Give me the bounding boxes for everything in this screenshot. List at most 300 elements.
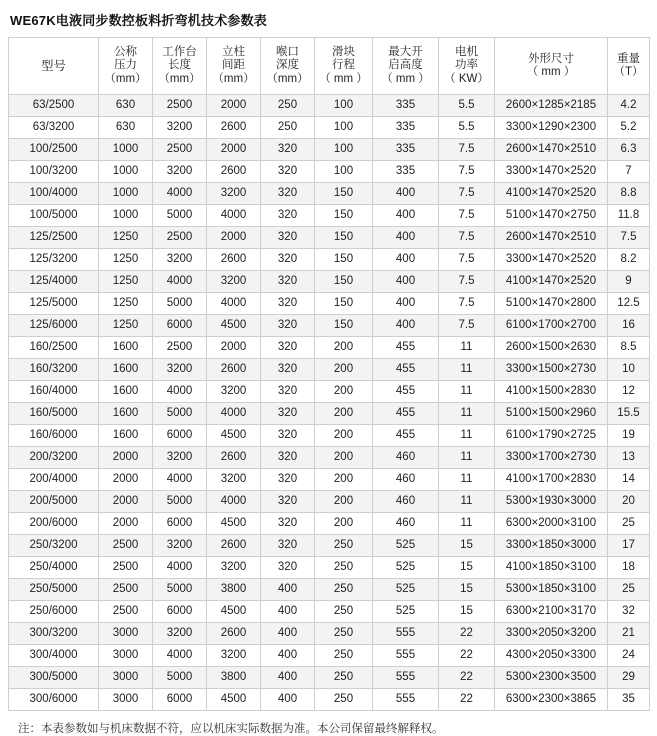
table-cell: 22 [439,667,495,689]
table-row [9,205,650,227]
table-cell: 19 [608,425,650,447]
table-cell: 11 [439,425,495,447]
table-cell: 2600 [207,117,261,139]
table-cell: 400 [261,645,315,667]
table-cell: 150 [315,183,373,205]
table-cell: 21 [608,623,650,645]
table-cell: 18 [608,557,650,579]
table-cell: 22 [439,623,495,645]
table-cell: 200 [315,337,373,359]
column-header-line: （mm） [212,72,255,85]
table-cell: 2500 [153,139,207,161]
table-cell: 4000 [153,271,207,293]
table-cell: 2500 [99,557,153,579]
table-cell: 1250 [99,271,153,293]
column-header-1 [99,38,153,95]
table-cell: 7.5 [439,249,495,271]
table-cell: 320 [261,249,315,271]
table-cell: 6000 [153,689,207,711]
table-cell: 3000 [99,645,153,667]
table-cell: 3200 [153,161,207,183]
table-row [9,667,650,689]
table-cell: 2600 [207,447,261,469]
table-row [9,513,650,535]
column-header-8 [495,38,608,95]
table-cell: 11 [439,403,495,425]
table-cell: 11 [439,381,495,403]
table-cell: 460 [373,469,439,491]
table-cell: 250/3200 [9,535,99,557]
table-cell: 6100×1790×2725 [495,425,608,447]
table-cell: 1000 [99,205,153,227]
table-cell: 200 [315,403,373,425]
table-cell: 200 [315,381,373,403]
table-cell: 5000 [153,491,207,513]
table-cell: 3200 [153,447,207,469]
table-row [9,293,650,315]
table-row [9,271,650,293]
table-cell: 335 [373,117,439,139]
table-cell: 320 [261,513,315,535]
table-cell: 1250 [99,227,153,249]
table-row [9,469,650,491]
column-header-line: 型号 [40,58,66,73]
table-cell: 2000 [207,337,261,359]
table-row [9,557,650,579]
table-cell: 335 [373,139,439,161]
table-cell: 6300×2000×3100 [495,513,608,535]
table-cell: 2000 [207,139,261,161]
table-cell: 11.8 [608,205,650,227]
column-header-9 [608,38,650,95]
table-cell: 32 [608,601,650,623]
table-cell: 2600×1285×2185 [495,95,608,117]
table-cell: 11 [439,337,495,359]
column-header-line: 压力 [114,59,137,72]
table-cell: 2000 [99,491,153,513]
table-cell: 1250 [99,249,153,271]
column-header-line: （ KW） [444,72,489,85]
table-row [9,403,650,425]
table-cell: 250 [315,601,373,623]
table-cell: 11 [439,491,495,513]
column-header-line: 外形尺寸 [528,52,574,65]
table-cell: 200 [315,469,373,491]
column-header-line: （mm） [158,72,201,85]
table-cell: 320 [261,557,315,579]
table-cell: 150 [315,315,373,337]
table-cell: 320 [261,139,315,161]
table-cell: 125/2500 [9,227,99,249]
table-cell: 9 [608,271,650,293]
table-row [9,337,650,359]
table-cell: 2500 [99,601,153,623]
table-cell: 7.5 [439,161,495,183]
table-cell: 1600 [99,403,153,425]
table-cell: 16 [608,315,650,337]
table-cell: 300/4000 [9,645,99,667]
table-cell: 525 [373,535,439,557]
column-header-line: 滑块 [332,46,355,59]
table-row [9,535,650,557]
table-cell: 320 [261,403,315,425]
table-cell: 20 [608,491,650,513]
table-cell: 1000 [99,183,153,205]
table-cell: 200/4000 [9,469,99,491]
table-row [9,139,650,161]
table-cell: 160/4000 [9,381,99,403]
table-cell: 7 [608,161,650,183]
table-cell: 2500 [153,95,207,117]
table-cell: 250 [261,117,315,139]
table-cell: 2600 [207,359,261,381]
table-cell: 125/3200 [9,249,99,271]
table-cell: 7.5 [439,139,495,161]
table-cell: 2500 [153,227,207,249]
table-cell: 250/4000 [9,557,99,579]
column-header-0 [9,38,99,95]
table-cell: 2600×1470×2510 [495,227,608,249]
table-cell: 4000 [207,205,261,227]
column-header-line: 功率 [455,59,478,72]
column-header-line: 重量 [617,52,640,65]
table-cell: 4500 [207,513,261,535]
column-header-5 [315,38,373,95]
column-header-line: 工作台 [162,46,197,59]
table-cell: 1000 [99,139,153,161]
table-row [9,645,650,667]
table-cell: 3200 [207,469,261,491]
table-cell: 4.2 [608,95,650,117]
table-cell: 15 [439,535,495,557]
table-cell: 400 [373,205,439,227]
table-row [9,381,650,403]
table-cell: 14 [608,469,650,491]
table-cell: 400 [373,249,439,271]
table-cell: 200 [315,425,373,447]
table-cell: 2500 [99,579,153,601]
table-cell: 455 [373,403,439,425]
table-cell: 400 [261,601,315,623]
table-cell: 455 [373,337,439,359]
table-cell: 300/5000 [9,667,99,689]
column-header-line: 电机 [455,46,478,59]
table-cell: 3200 [153,535,207,557]
table-cell: 100 [315,117,373,139]
table-cell: 100 [315,139,373,161]
table-cell: 22 [439,689,495,711]
table-cell: 320 [261,293,315,315]
table-row [9,95,650,117]
table-cell: 29 [608,667,650,689]
table-cell: 5.5 [439,117,495,139]
table-cell: 7.5 [608,227,650,249]
column-header-line: （ mm ） [319,72,368,85]
table-cell: 2000 [99,513,153,535]
table-cell: 6300×2300×3865 [495,689,608,711]
table-cell: 400 [261,623,315,645]
table-row [9,491,650,513]
table-cell: 200/3200 [9,447,99,469]
table-cell: 320 [261,271,315,293]
table-cell: 4100×1700×2830 [495,469,608,491]
table-cell: 4100×1500×2830 [495,381,608,403]
table-cell: 4100×1850×3100 [495,557,608,579]
table-row [9,601,650,623]
table-cell: 4000 [153,183,207,205]
table-cell: 3200 [153,117,207,139]
table-cell: 13 [608,447,650,469]
table-cell: 320 [261,315,315,337]
table-cell: 5300×1930×3000 [495,491,608,513]
table-cell: 400 [261,689,315,711]
table-cell: 35 [608,689,650,711]
table-row [9,249,650,271]
table-cell: 3000 [99,623,153,645]
table-cell: 3200 [153,359,207,381]
table-cell: 320 [261,227,315,249]
table-cell: 4100×1470×2520 [495,271,608,293]
table-cell: 250 [315,667,373,689]
table-cell: 3200 [207,271,261,293]
table-cell: 11 [439,447,495,469]
table-cell: 5300×2300×3500 [495,667,608,689]
table-cell: 300/3200 [9,623,99,645]
table-row [9,117,650,139]
table-cell: 400 [261,667,315,689]
table-row [9,425,650,447]
table-cell: 100/3200 [9,161,99,183]
column-header-line: （ mm ） [381,72,430,85]
column-header-line: （mm） [104,72,147,85]
table-cell: 250 [315,689,373,711]
table-cell: 160/6000 [9,425,99,447]
table-cell: 3300×1500×2730 [495,359,608,381]
table-row [9,183,650,205]
table-cell: 5100×1500×2960 [495,403,608,425]
table-cell: 63/2500 [9,95,99,117]
table-cell: 12 [608,381,650,403]
table-cell: 15 [439,557,495,579]
table-cell: 2600×1500×2630 [495,337,608,359]
table-cell: 320 [261,337,315,359]
table-cell: 555 [373,667,439,689]
table-cell: 4300×2050×3300 [495,645,608,667]
table-cell: 320 [261,359,315,381]
table-cell: 100 [315,161,373,183]
table-body [9,95,650,711]
table-cell: 4000 [153,645,207,667]
table-cell: 200 [315,447,373,469]
table-cell: 455 [373,425,439,447]
table-cell: 11 [439,359,495,381]
table-cell: 250 [315,645,373,667]
table-cell: 8.2 [608,249,650,271]
table-cell: 455 [373,381,439,403]
table-cell: 250/5000 [9,579,99,601]
table-cell: 1600 [99,381,153,403]
table-cell: 2600 [207,535,261,557]
table-cell: 3200 [207,183,261,205]
table-cell: 4000 [207,403,261,425]
table-cell: 400 [373,183,439,205]
table-cell: 4000 [153,381,207,403]
table-cell: 4500 [207,315,261,337]
table-cell: 3200 [153,249,207,271]
table-cell: 250 [315,623,373,645]
table-cell: 160/2500 [9,337,99,359]
table-cell: 3200 [207,381,261,403]
table-cell: 5100×1470×2750 [495,205,608,227]
table-cell: 320 [261,425,315,447]
table-cell: 400 [373,315,439,337]
table-cell: 2000 [99,469,153,491]
column-header-line: 立柱 [222,46,245,59]
table-cell: 5300×1850×3100 [495,579,608,601]
table-cell: 3800 [207,667,261,689]
table-cell: 455 [373,359,439,381]
table-cell: 555 [373,623,439,645]
table-cell: 3000 [99,689,153,711]
table-cell: 250 [315,579,373,601]
table-cell: 6000 [153,315,207,337]
table-cell: 2000 [207,227,261,249]
table-cell: 200/6000 [9,513,99,535]
table-cell: 400 [373,293,439,315]
table-cell: 150 [315,227,373,249]
table-cell: 400 [261,579,315,601]
table-cell: 335 [373,95,439,117]
table-cell: 3200 [153,623,207,645]
column-header-line: （T） [613,66,644,78]
table-cell: 2000 [207,95,261,117]
table-cell: 3000 [99,667,153,689]
table-cell: 15 [439,601,495,623]
table-cell: 3300×1470×2520 [495,249,608,271]
table-cell: 200/5000 [9,491,99,513]
table-cell: 400 [373,227,439,249]
table-cell: 7.5 [439,315,495,337]
table-cell: 100/4000 [9,183,99,205]
table-row [9,161,650,183]
table-cell: 1600 [99,425,153,447]
spec-table [8,37,650,711]
table-cell: 22 [439,645,495,667]
table-cell: 4100×1470×2520 [495,183,608,205]
table-cell: 4000 [207,293,261,315]
column-header-line: 长度 [168,59,191,72]
table-cell: 320 [261,161,315,183]
table-cell: 2000 [99,447,153,469]
table-cell: 100/5000 [9,205,99,227]
table-cell: 15 [439,579,495,601]
table-cell: 250/6000 [9,601,99,623]
table-cell: 250 [261,95,315,117]
table-cell: 460 [373,513,439,535]
column-header-line: 深度 [276,59,299,72]
table-cell: 6300×2100×3170 [495,601,608,623]
table-cell: 17 [608,535,650,557]
table-cell: 4500 [207,689,261,711]
table-cell: 3300×2050×3200 [495,623,608,645]
table-cell: 24 [608,645,650,667]
table-cell: 1250 [99,315,153,337]
table-cell: 320 [261,447,315,469]
table-cell: 2500 [153,337,207,359]
table-row [9,623,650,645]
table-cell: 2600×1470×2510 [495,139,608,161]
table-cell: 525 [373,601,439,623]
table-row [9,359,650,381]
table-cell: 4500 [207,425,261,447]
table-cell: 4000 [153,557,207,579]
table-cell: 160/3200 [9,359,99,381]
table-cell: 525 [373,579,439,601]
table-cell: 4500 [207,601,261,623]
table-cell: 3300×1850×3000 [495,535,608,557]
column-header-7 [439,38,495,95]
table-cell: 460 [373,491,439,513]
table-cell: 25 [608,579,650,601]
table-cell: 7.5 [439,227,495,249]
table-cell: 320 [261,381,315,403]
table-cell: 5000 [153,293,207,315]
table-cell: 10 [608,359,650,381]
table-cell: 300/6000 [9,689,99,711]
table-cell: 1000 [99,161,153,183]
table-cell: 6000 [153,513,207,535]
table-cell: 630 [99,95,153,117]
table-cell: 525 [373,557,439,579]
table-cell: 630 [99,117,153,139]
table-cell: 7.5 [439,183,495,205]
table-cell: 3200 [207,645,261,667]
table-cell: 8.5 [608,337,650,359]
table-cell: 4000 [207,491,261,513]
table-cell: 2600 [207,249,261,271]
column-header-6 [373,38,439,95]
column-header-line: （mm） [266,72,309,85]
table-cell: 335 [373,161,439,183]
table-cell: 555 [373,689,439,711]
column-header-2 [153,38,207,95]
column-header-line: 最大开 [388,46,423,59]
table-cell: 100/2500 [9,139,99,161]
table-cell: 1600 [99,337,153,359]
table-cell: 6000 [153,425,207,447]
table-cell: 5100×1470×2800 [495,293,608,315]
table-cell: 1250 [99,293,153,315]
table-cell: 250 [315,535,373,557]
table-cell: 7.5 [439,205,495,227]
table-cell: 160/5000 [9,403,99,425]
table-cell: 320 [261,469,315,491]
table-header [9,38,650,95]
column-header-line: 公称 [114,46,137,59]
column-header-line: 喉口 [276,46,299,59]
table-cell: 3300×1290×2300 [495,117,608,139]
table-cell: 2600 [207,623,261,645]
footer-note: 注：本表参数如与机床数据不符，应以机床实际数据为准。本公司保留最终解释权。 [18,723,444,735]
table-cell: 555 [373,645,439,667]
table-cell: 125/6000 [9,315,99,337]
table-cell: 4000 [153,469,207,491]
table-cell: 7.5 [439,293,495,315]
table-cell: 320 [261,535,315,557]
table-cell: 5000 [153,667,207,689]
table-cell: 150 [315,205,373,227]
table-cell: 2500 [99,535,153,557]
